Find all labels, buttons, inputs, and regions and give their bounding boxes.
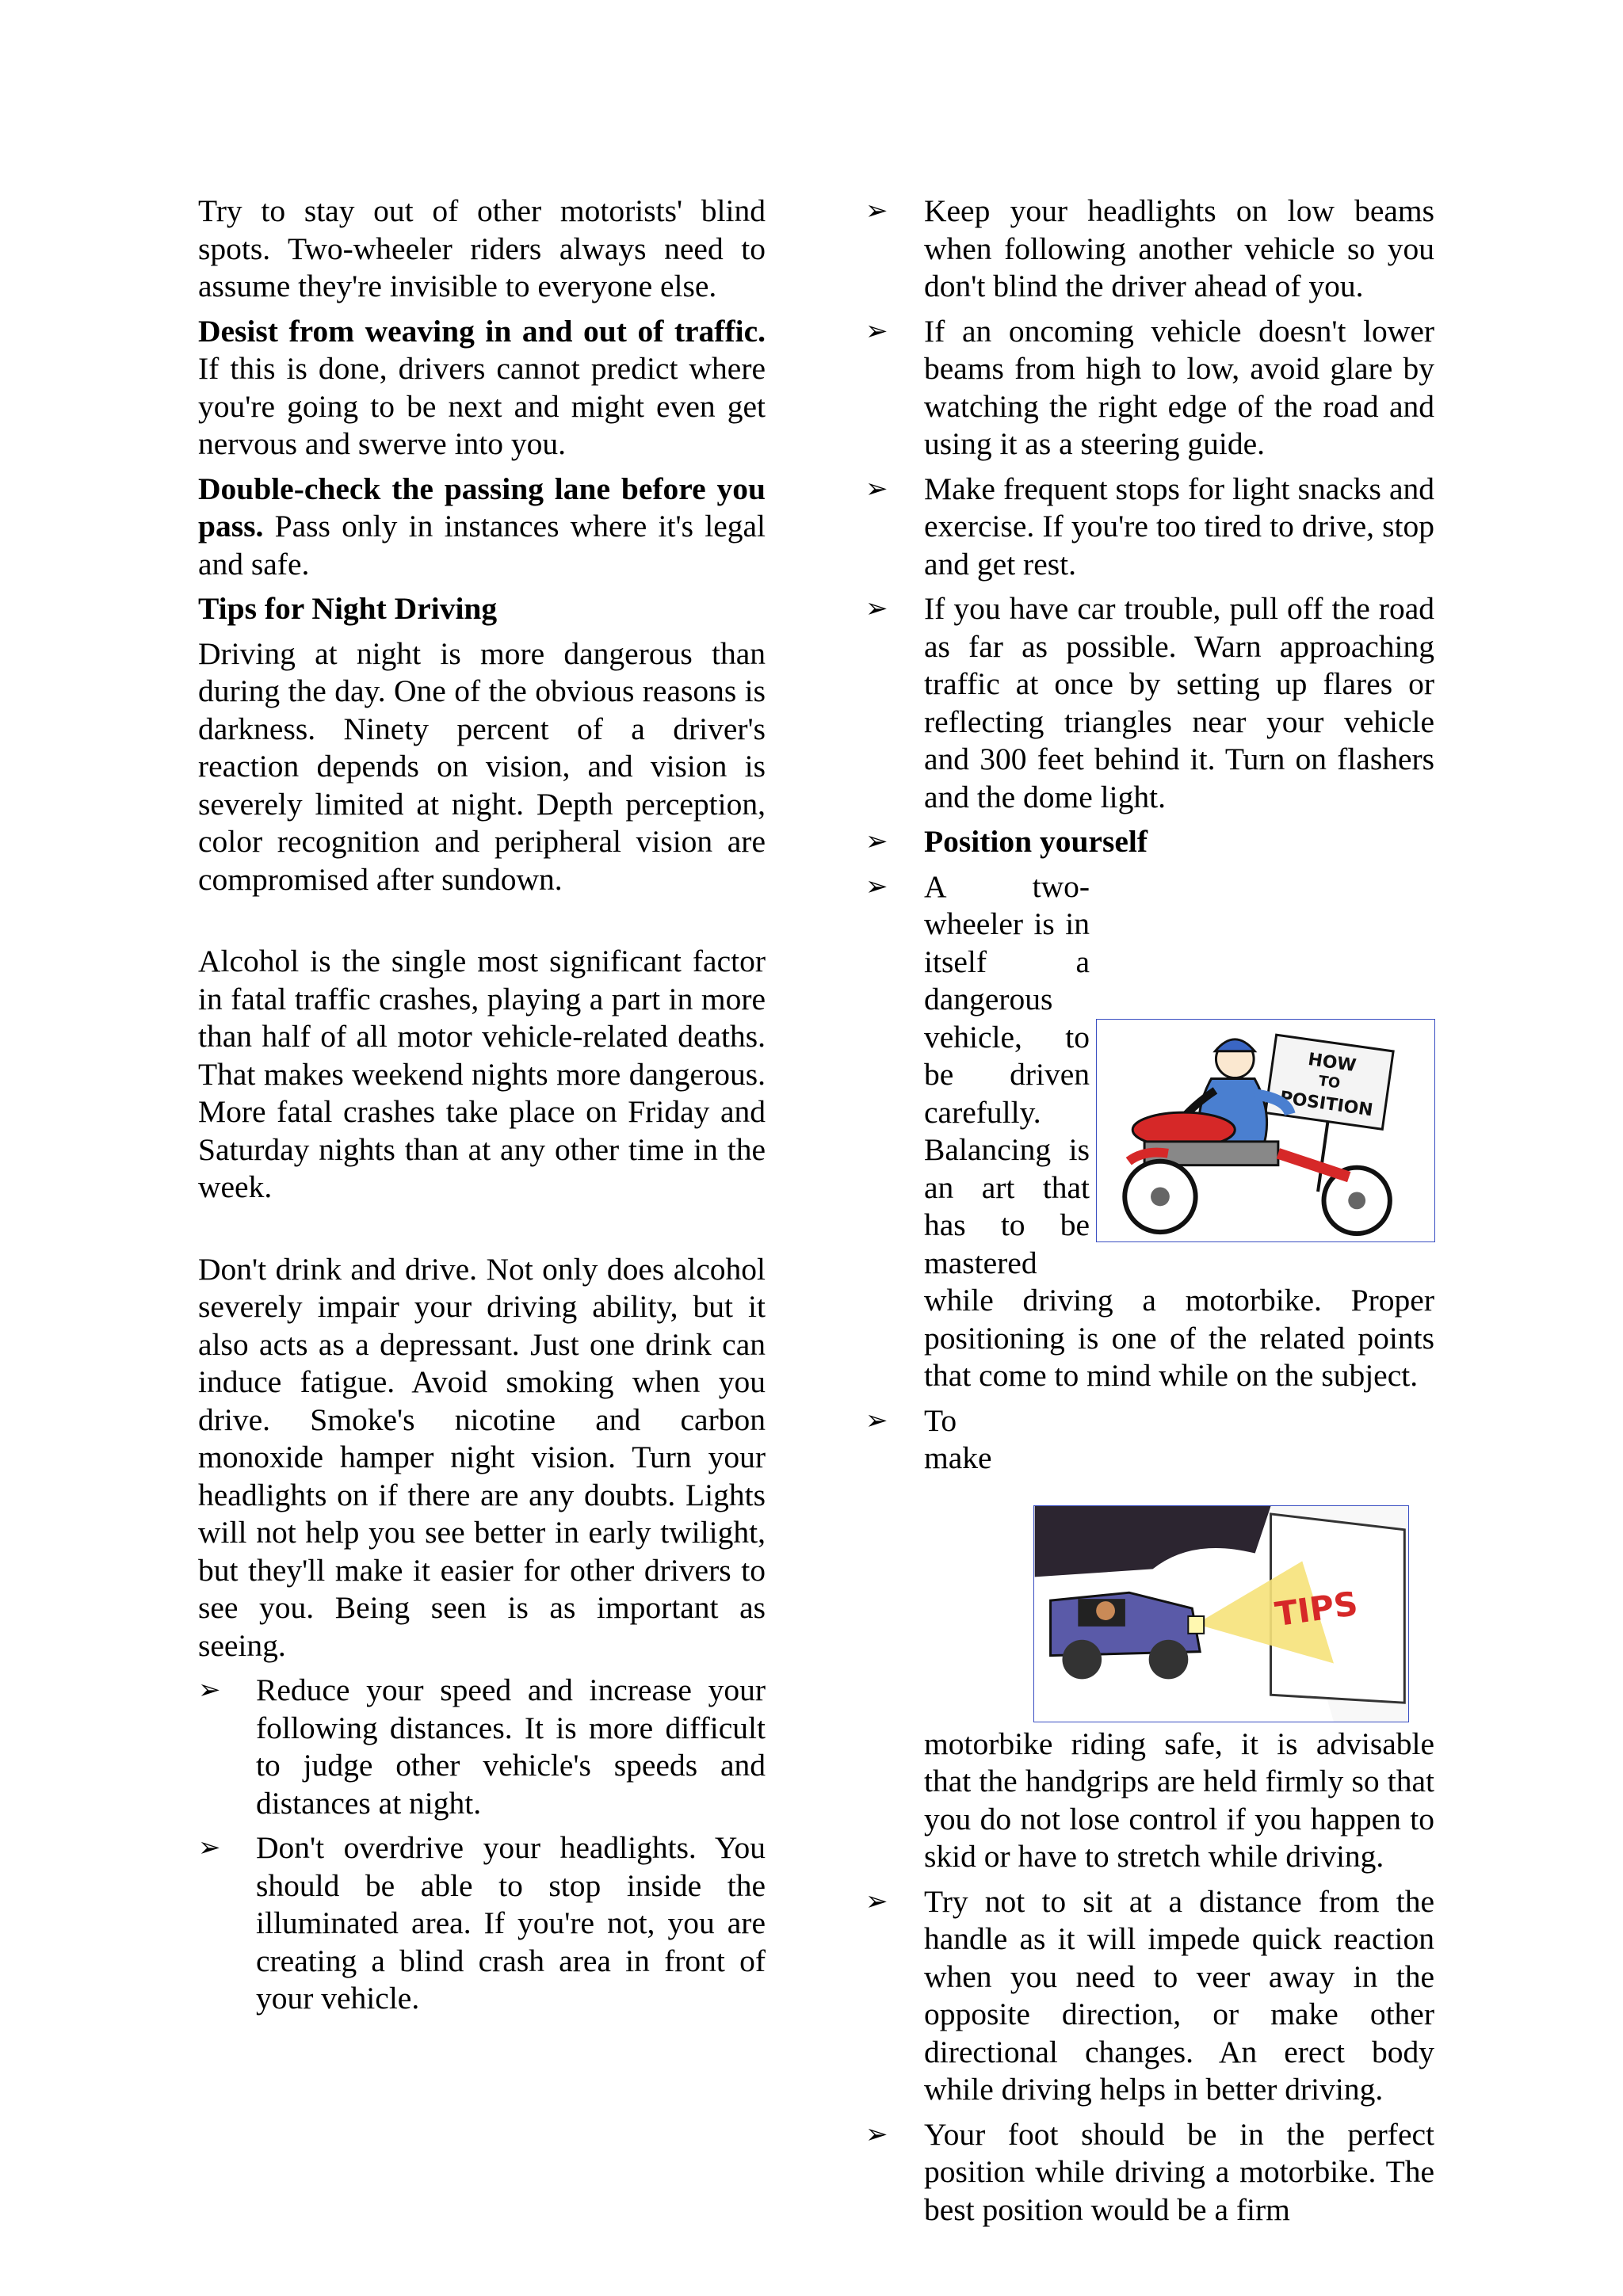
motorbike-position-illustration [1096,1019,1435,1242]
night-driving-bullets [198,1672,766,2018]
arrow-bullet-icon: ➢ [865,315,888,347]
list-item-text: If an oncoming vehicle doesn't lower beams from high to low, avoid glare by watching the right edge of the road and using it as a steering guide. [924,313,1434,461]
arrow-bullet-icon: ➢ [865,1885,888,1917]
list-item-text: Make frequent stops for light snacks and exercise. If you're too tired to drive, stop and get rest. [924,471,1434,582]
list-item [865,313,1434,463]
list-item [865,1402,1434,1876]
sign-text-line1: HOW [1306,1049,1358,1076]
list-item-text: Keep your headlights on low beams when following another vehicle so you don't blind the driver ahead of you. [924,193,1434,303]
list-item-text: Try not to sit at a distance from the handle as it will impede quick reaction when you need to veer away in the opposite direction, or make other directional changes. An erect body while driving helps in better driving. [924,1883,1434,2107]
arrow-bullet-icon: ➢ [865,826,888,857]
list-item [865,823,1434,861]
passing-heading: Double-check the passing lane before you pass. [198,471,766,543]
list-item-text: Your foot should be in the perfect position while driving a motorbike. The best position would be a firm [924,2116,1434,2227]
passing-paragraph [198,471,766,584]
list-item-text: Reduce your speed and increase your following distances. It is more difficult to judge other vehicle's speeds and distances at night. [256,1672,766,1821]
alcohol-paragraph: Alcohol is the single most significant factor in fatal traffic crashes, playing a part in more than half of all motor vehicle-related deaths. That makes weekend nights more dangerous. More fatal crashes take place on Friday and Saturday nights than at any other time in the week. [198,944,766,1204]
passing-text: Pass only in instances where it's legal and safe. [198,509,766,582]
weaving-heading: Desist from weaving in and out of traffic. [198,313,766,349]
list-item-text: Don't overdrive your headlights. You should be able to stop inside the illuminated area. If you're not, you are creating a blind crash area in front of your vehicle. [256,1830,766,2016]
list-item-text: A two-wheeler is in itself a dangerous vehicle, to be driven carefully. Balancing is an art that has to be mastered while driving a motorbike. Proper positioning is one of the related points that come to mind while on the subject. [924,868,1434,1393]
night-tips-illustration [1033,1505,1409,1722]
night-car-headlights-cartoon [1034,1506,1408,1722]
right-column [865,193,1434,2236]
sign-text-line2: TO [1317,1072,1342,1092]
right-bullets [865,193,1434,2229]
list-item-text: To make motorbike riding safe, it is advisable that the handgrips are held firmly so that you do not lose control if you happen to skid or have to stretch while driving. [924,1402,1434,1874]
sign-text-line3: POSITION [1278,1087,1374,1120]
list-item [198,1672,766,1822]
list-item [865,1883,1434,2109]
weaving-text: If this is done, drivers cannot predict where you're going to be next and might even get nervous and swerve into you. [198,351,766,461]
motorbike-rider-cartoon [1097,1020,1434,1241]
billboard-text: TIPS [1272,1583,1361,1634]
darkness-paragraph: Driving at night is more dangerous than during the day. One of the obvious reasons is darkness. Ninety percent of a driver's reaction depends on vision, and vision is severely limited at night. Depth perception, color recognition and peripheral vision are compromised after sundown. [198,635,766,897]
position-yourself-heading: Position yourself [924,824,1148,859]
dont-drink-paragraph: Don't drink and drive. Not only does alcohol severely impair your driving ability, but it also acts as a depressant. Just one drink can induce fatigue. Avoid smoking when you drive. Smoke's nicotine and carbon monoxide hamper night vision. Turn your headlights on if there are any doubts. Lights will not help you see better in early twilight, but they'll make it easier for other drivers to see you. Being seen is as important as seeing. [198,1251,766,1663]
list-item [865,868,1434,1395]
arrow-bullet-icon: ➢ [865,593,888,624]
list-item [865,590,1434,816]
night-driving-heading [198,590,766,628]
left-column [198,193,766,2025]
arrow-bullet-icon: ➢ [865,472,888,505]
arrow-bullet-icon: ➢ [865,1404,888,1436]
arrow-bullet-icon: ➢ [865,870,888,902]
blind-spots-paragraph: Try to stay out of other motorists' blind spots. Two-wheeler riders always need to assume they're invisible to everyone else. [198,193,766,303]
list-item-text: If you have car trouble, pull off the road as far as possible. Warn approaching traffic at once by setting up flares or reflecting triangles near your vehicle and 300 feet behind it. Turn on flashers and the dome light. [924,591,1434,814]
list-item [865,2116,1434,2229]
night-driving-heading-text: Tips for Night Driving [198,591,498,626]
arrow-bullet-icon: ➢ [865,2118,888,2150]
list-item [865,471,1434,584]
arrow-bullet-icon: ➢ [865,195,888,227]
weaving-paragraph [198,313,766,463]
arrow-bullet-icon: ➢ [198,1832,221,1863]
list-item [198,1829,766,2018]
list-item [865,193,1434,306]
arrow-bullet-icon: ➢ [198,1674,221,1706]
